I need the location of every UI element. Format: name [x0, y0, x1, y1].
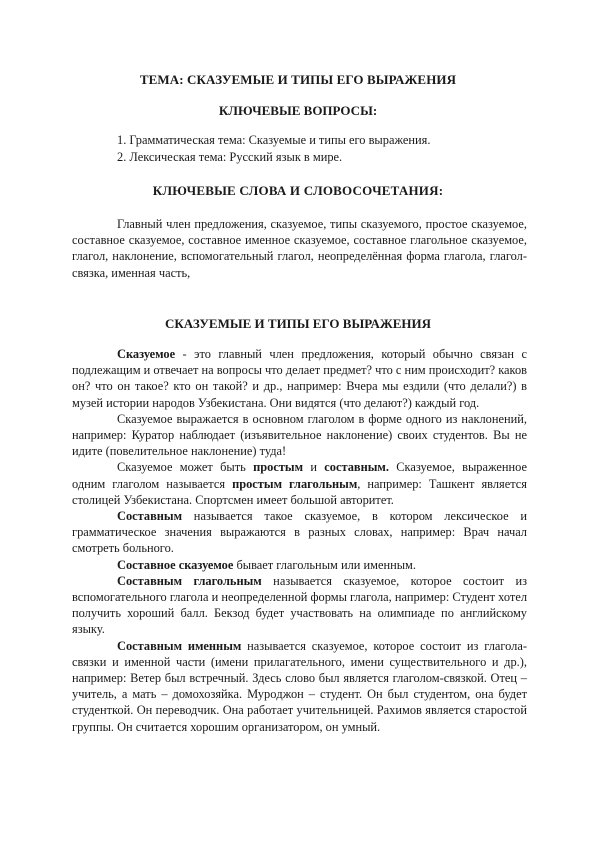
paragraph-simple-compound — [72, 459, 527, 508]
paragraph-text: Сказуемое выражается в основном глаголом в форме одного из наклонений, например: Куратор наблюдает (изъявительное наклонение) своих студентов. Вы не идите (повелительное наклонение) туда! — [72, 411, 527, 459]
topic-title: ТЕМА: СКАЗУЕМЫЕ И ТИПЫ ЕГО ВЫРАЖЕНИЯ — [139, 72, 457, 87]
paragraph-text: и — [303, 460, 325, 475]
paragraph-text: называется сказуемое, которое состоит из вспомогательного глагола и неопределенной формы глагола, например: Студент хотел получить хороший балл. Бекзод будет участвовать на олимпиаде по английскому языку. — [72, 573, 527, 637]
term-compound-def: Составным — [117, 509, 183, 524]
paragraph-text: называется сказуемое, которое состоит из глагола-связки и именной части (имени прилагательного, имени существительного и др.), например: Ветер был встречный. Здесь слово был является глаголом-связкой. Отец – учитель, а мать – домохозяйка. Мурoджон – студент. Он был студентом, она будет студенткой. Он переводчик. Она работает учительницей. Рахимов является старостой группы. Он считается хорошим организатором, он умный. — [72, 638, 527, 734]
keywords-heading: КЛЮЧЕВЫЕ СЛОВА И СЛОВОСОЧЕТАНИЯ: — [152, 183, 444, 198]
section-body — [72, 346, 527, 735]
term-simple: простым — [253, 460, 304, 475]
paragraph-text: Сказуемое, выраженное одним глаголом называется — [72, 460, 528, 491]
keywords-paragraph: Главный член предложения, сказуемое, типы сказуемого, простое сказуемое, составное сказуемое, составное именное сказуемое, составное глагольное сказуемое, глагол, наклонение, вспомогательный глагол, неопределённая форма глагола, глагол-связка, именная часть, — [72, 217, 527, 280]
paragraph-compound-kinds — [72, 557, 527, 573]
term-compound: составным. — [324, 460, 389, 475]
paragraph-compound-nominal — [72, 638, 527, 735]
paragraph-text: - это главный член предложения, который обычно связан с подлежащим и отвечает на вопросы что делает предмет? что с ним происходит? каков он? что он такое? кто он такой? и др., например: Вчера мы ездили (что делали?) в музей истории народов Узбекистана. Они видятся (что делают?) каждый год. — [72, 347, 527, 410]
term-simple-verbal: простым глагольным — [232, 476, 358, 491]
paragraph-text: , например: Ташкент является столицей Узбекистана. Спортсмен имеет большой авторитет. — [72, 476, 527, 507]
term-compound-nominal: Составным именным — [117, 638, 242, 653]
questions-list — [117, 132, 537, 165]
paragraph-text: бывает глагольным или именным. — [233, 557, 416, 572]
question-item-2: 2. Лексическая тема: Русский язык в мире. — [117, 149, 343, 164]
key-questions-heading: КЛЮЧЕВЫЕ ВОПРОСЫ: — [218, 103, 378, 118]
term-compound-verbal: Составным глагольным — [117, 573, 262, 588]
section-title: СКАЗУЕМЫЕ И ТИПЫ ЕГО ВЫРАЖЕНИЯ — [164, 316, 432, 331]
paragraph-mood — [72, 411, 527, 460]
paragraph-definition — [72, 346, 527, 411]
term-compound-predicate: Составное сказуемое — [117, 557, 234, 572]
question-item-1: 1. Грамматическая тема: Сказуемые и типы его выражения. — [117, 133, 431, 147]
paragraph-text: Сказуемое может быть — [117, 460, 254, 475]
paragraph-compound — [72, 508, 527, 557]
paragraph-text: называется такое сказуемое, в котором лексическое и грамматическое значения выражаются в разных словах, например: Врач начал смотреть больного. — [72, 509, 527, 556]
term-predicate: Сказуемое — [117, 347, 176, 361]
paragraph-compound-verbal — [72, 573, 527, 638]
